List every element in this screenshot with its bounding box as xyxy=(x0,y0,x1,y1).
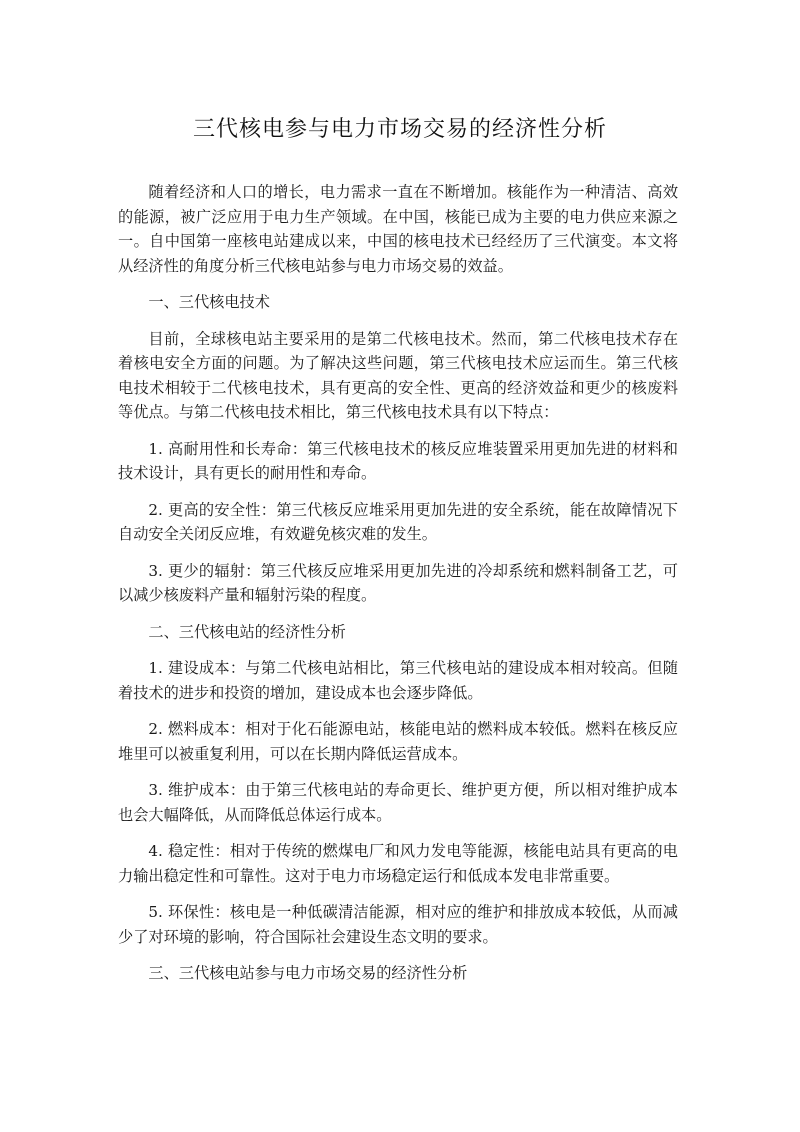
document-body xyxy=(118,180,678,998)
section-1-heading: 一、三代核电技术 xyxy=(148,293,270,311)
section-1-item: 1. 高耐用性和长寿命：第三代核电技术的核反应堆装置采用更加先进的材料和技术设计，具有更长的耐用性和寿命。 xyxy=(118,439,678,482)
section-2-heading: 二、三代核电站的经济性分析 xyxy=(148,622,346,641)
section-2-item: 4. 稳定性：相对于传统的燃煤电厂和风力发电等能源，核能电站具有更高的电力输出稳定性和可靠性。这对于电力市场稳定运行和低成本发电非常重要。 xyxy=(118,842,678,885)
section-2-item: 2. 燃料成本：相对于化石能源电站，核能电站的燃料成本较低。燃料在核反应堆里可以被重复利用，可以在长期内降低运营成本。 xyxy=(118,720,678,763)
section-1-intro: 目前，全球核电站主要采用的是第二代核电技术。然而，第二代核电技术存在着核电安全方面的问题。为了解决这些问题，第三代核电技术应运而生。第三代核电技术相较于二代核电技术，具有更高的安全性、更高的经济效益和更少的核废料等优点。与第二代核电技术相比，第三代核电技术具有以下特点： xyxy=(118,329,678,421)
section-1-item: 2. 更高的安全性：第三代核反应堆采用更加先进的安全系统，能在故障情况下自动安全关闭反应堆，有效避免核灾难的发生。 xyxy=(118,500,678,543)
document-title: 三代核电参与电力市场交易的经济性分析 xyxy=(192,117,607,142)
section-2-item: 3. 维护成本：由于第三代核电站的寿命更长、维护更方便，所以相对维护成本也会大幅降低，从而降低总体运行成本。 xyxy=(118,781,678,824)
section-3-heading: 三、三代核电站参与电力市场交易的经济性分析 xyxy=(148,964,468,982)
intro-paragraph: 随着经济和人口的增长，电力需求一直在不断增加。核能作为一种清洁、高效的能源，被广泛应用于电力生产领域。在中国，核能已成为主要的电力供应来源之一。自中国第一座核电站建成以来，中国的核电技术已经经历了三代演变。本文将从经济性的角度分析三代核电站参与电力市场交易的效益。 xyxy=(118,183,678,275)
section-1-item: 3. 更少的辐射：第三代核反应堆采用更加先进的冷却系统和燃料制备工艺，可以减少核废料产量和辐射污染的程度。 xyxy=(118,561,678,604)
section-2-item: 5. 环保性：核电是一种低碳清洁能源，相对应的维护和排放成本较低，从而减少了对环境的影响，符合国际社会建设生态文明的要求。 xyxy=(118,903,678,946)
section-2-item: 1. 建设成本：与第二代核电站相比，第三代核电站的建设成本相对较高。但随着技术的进步和投资的增加，建设成本也会逐步降低。 xyxy=(118,659,678,702)
